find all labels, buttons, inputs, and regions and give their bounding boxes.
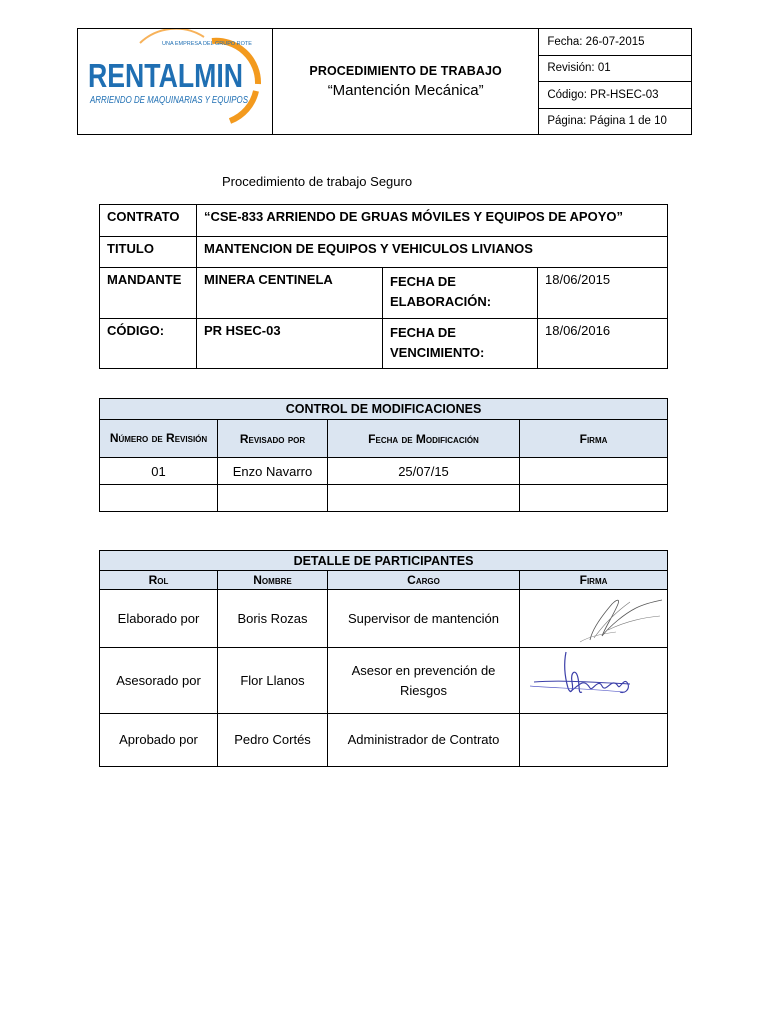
titulo-value: MANTENCION DE EQUIPOS Y VEHICULOS LIVIANOS [197,237,668,268]
logo-tagline: ARRIENDO DE MAQUINARIAS Y EQUIPOS [89,95,249,106]
col-name: Nombre [218,571,328,590]
contrato-label: CONTRATO [100,205,197,237]
col-revision-number: Número de Revisión [100,420,218,458]
cell-revision [100,485,218,512]
handwritten-signature [520,590,666,644]
fecha-vencimiento-value: 18/06/2016 [538,319,668,369]
logo-ring-text: UNA EMPRESA DEL GRUPO ROTE [161,41,252,47]
doc-code: Código: PR-HSEC-03 [539,82,692,109]
cell-position: Administrador de Contrato [328,714,520,767]
cell-role: Asesorado por [100,648,218,714]
contrato-value: “CSE-833 ARRIENDO DE GRUAS MÓVILES Y EQUIPOS DE APOYO” [197,205,668,237]
handwritten-signature [520,648,666,710]
contract-table [99,204,668,369]
table-row [100,714,668,767]
mandante-value: MINERA CENTINELA [197,268,383,319]
rentalmin-logo [80,29,270,129]
cell-position: Supervisor de mantención [328,590,520,648]
signature-cell [520,648,668,714]
col-signature: Firma [520,420,668,458]
cell-name: Pedro Cortés [218,714,328,767]
fecha-vencimiento-label: FECHA DE VENCIMIENTO: [383,319,538,369]
procedure-subtitle: “Mantención Mecánica” [327,82,484,99]
doc-page: Página: Página 1 de 10 [539,108,692,135]
company-logo-cell [78,29,273,135]
codigo-value: PR HSEC-03 [197,319,383,369]
participants-table [99,550,668,767]
cell-position: Asesor en prevención de Riesgos [328,648,520,714]
mandante-label: MANDANTE [100,268,197,319]
titulo-label: TITULO [100,237,197,268]
col-reviewed-by: Revisado por [218,420,328,458]
fecha-elaboracion-label: FECHA DE ELABORACIÓN: [383,268,538,319]
col-modification-date: Fecha de Modificación [328,420,520,458]
cell-revision: 01 [100,458,218,485]
cell-name: Boris Rozas [218,590,328,648]
cell-reviewer [218,485,328,512]
col-signature: Firma [520,571,668,590]
document-header [77,28,692,135]
modifications-title: CONTROL DE MODIFICACIONES [100,399,668,420]
table-row [100,590,668,648]
table-row [100,648,668,714]
signature-cell [520,590,668,648]
col-role: Rol [100,571,218,590]
logo-wordmark: RENTALMIN [87,57,243,94]
col-position: Cargo [328,571,520,590]
fecha-elaboracion-value: 18/06/2015 [538,268,668,319]
cell-date [328,485,520,512]
table-row [100,458,668,485]
table-row [100,485,668,512]
cell-name: Flor Llanos [218,648,328,714]
cell-reviewer: Enzo Navarro [218,458,328,485]
modifications-table [99,398,668,512]
codigo-label: CÓDIGO: [100,319,197,369]
procedure-title: PROCEDIMIENTO DE TRABAJO [309,64,502,78]
cell-signature [520,485,668,512]
cell-role: Elaborado por [100,590,218,648]
document-heading: Procedimiento de trabajo Seguro [222,174,413,189]
cell-role: Aprobado por [100,714,218,767]
procedure-title-cell [272,29,538,135]
signature-cell [520,714,668,767]
participants-title: DETALLE DE PARTICIPANTES [100,551,668,571]
doc-date: Fecha: 26-07-2015 [539,29,692,56]
doc-revision: Revisión: 01 [539,55,692,82]
cell-signature [520,458,668,485]
cell-date: 25/07/15 [328,458,520,485]
